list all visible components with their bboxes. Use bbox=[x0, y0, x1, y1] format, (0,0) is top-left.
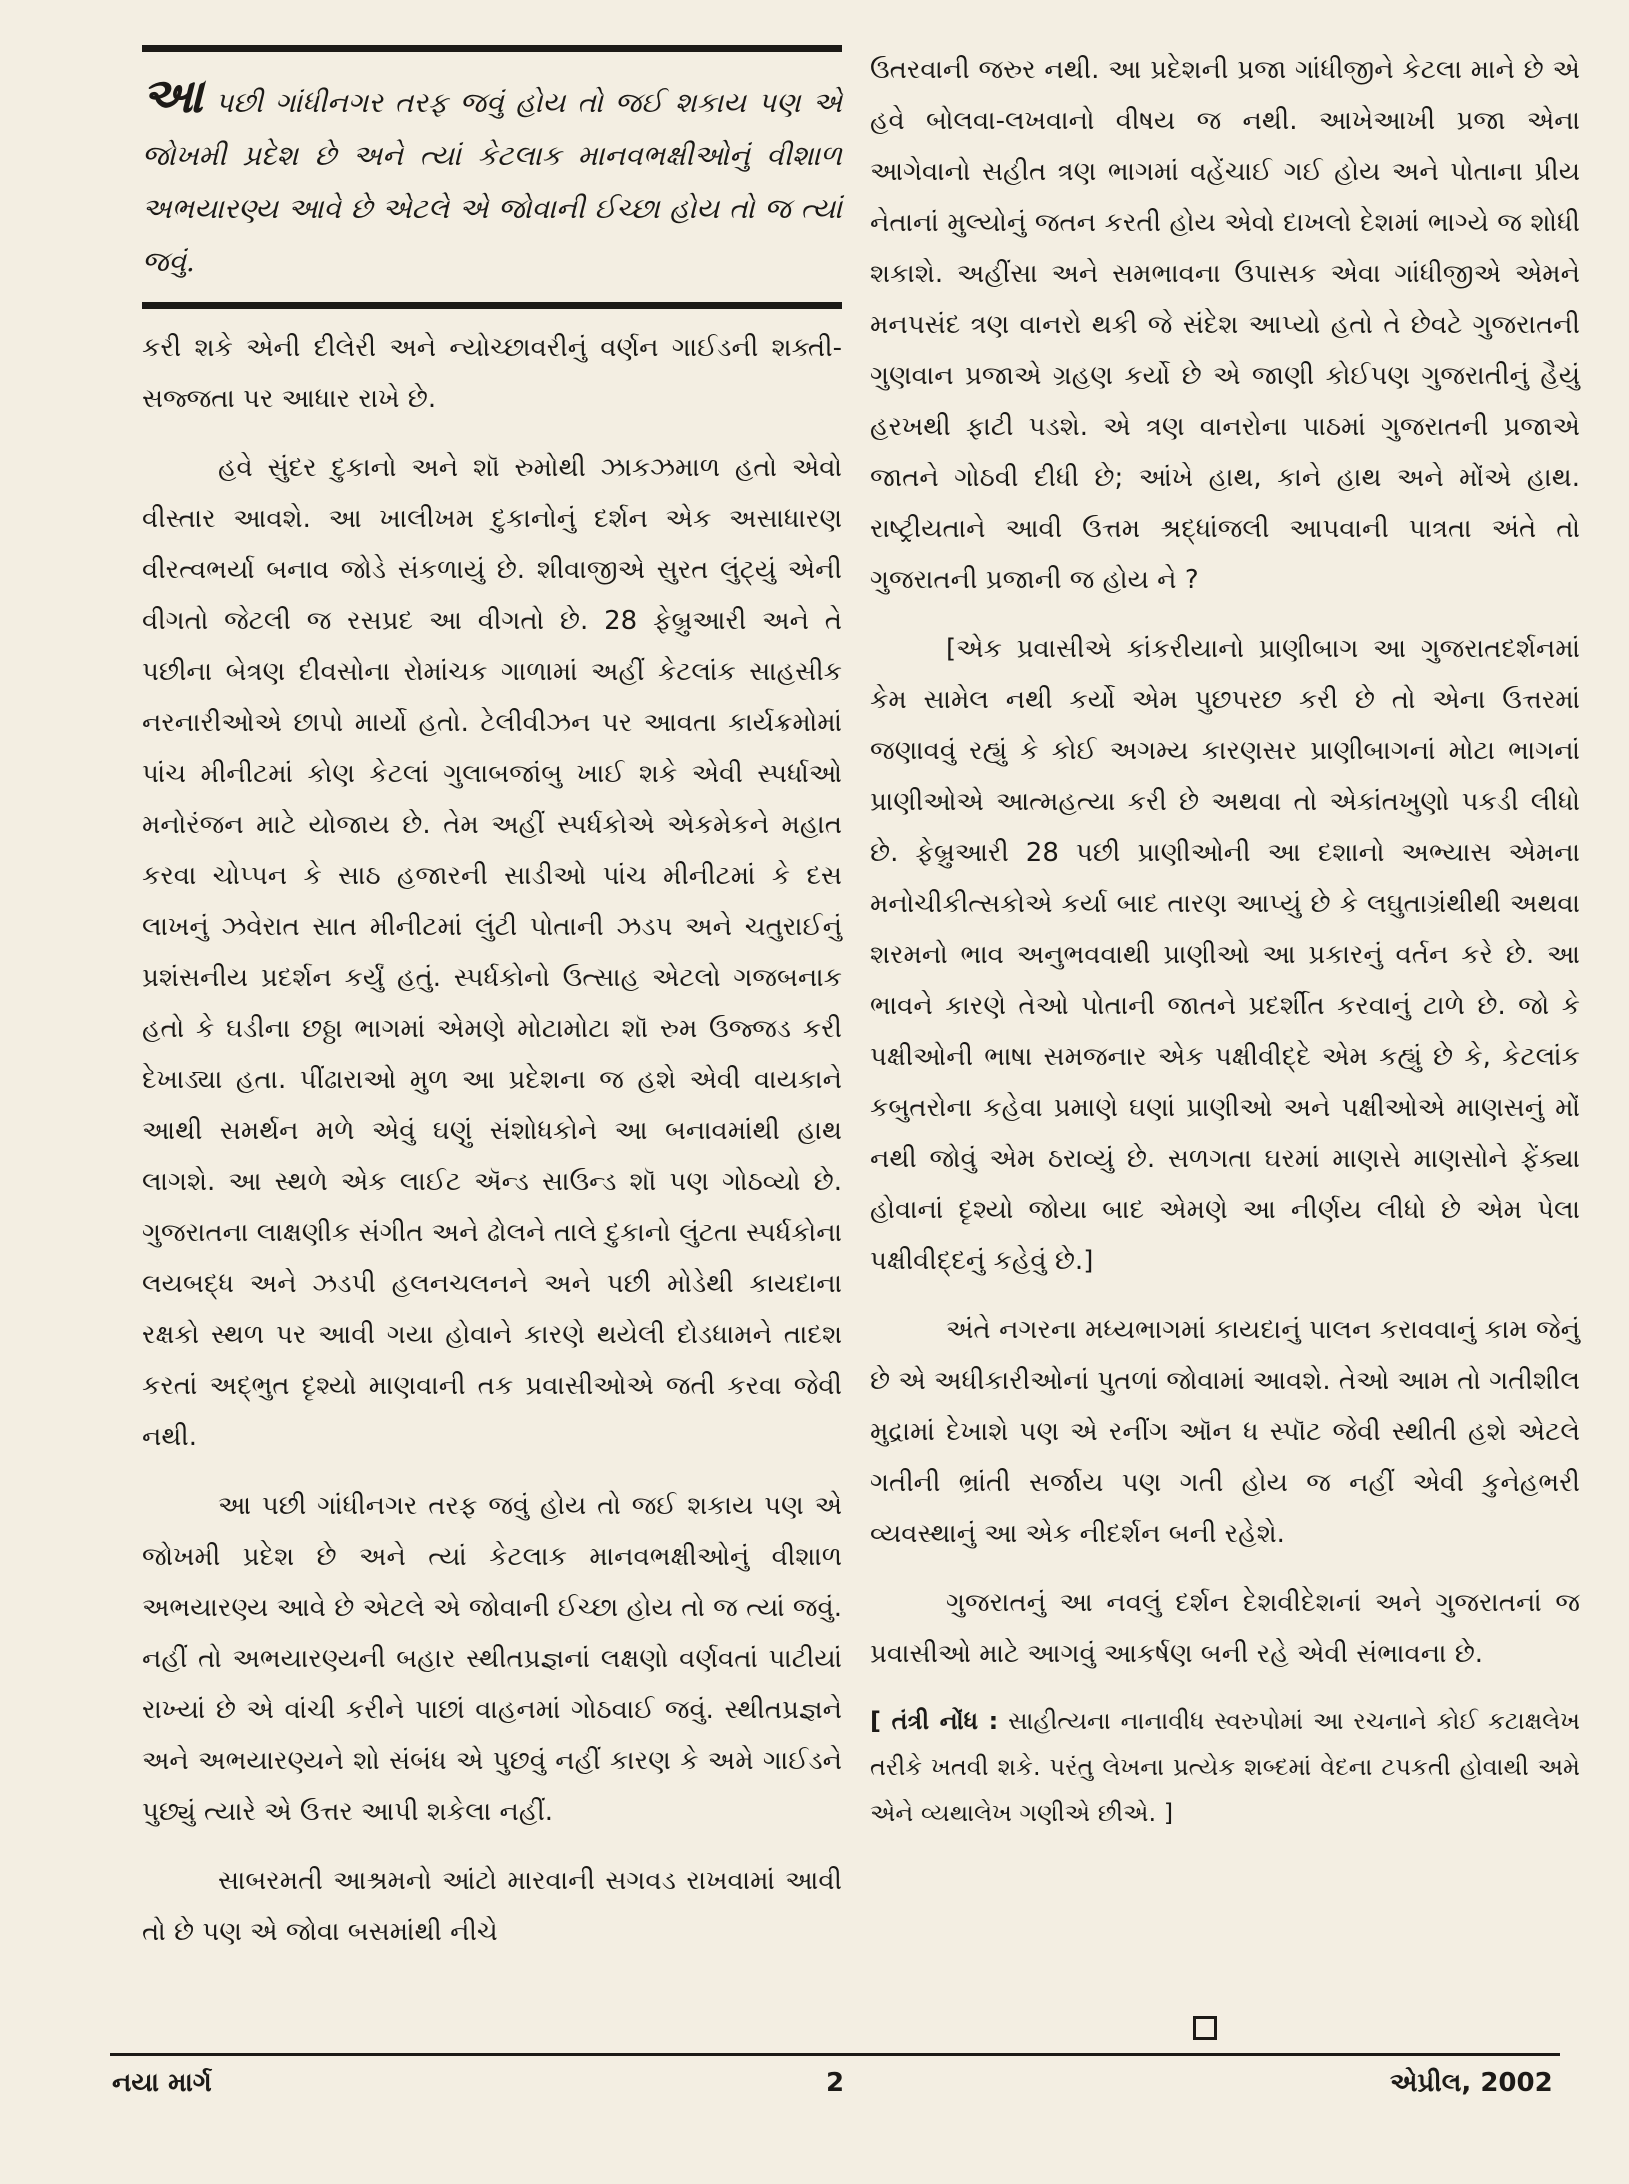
paragraph: સાબરમતી આશ્રમનો આંટો મારવાની સગવડ રાખવામાં આવી તો છે પણ એ જોવા બસમાંથી નીચે bbox=[142, 1866, 842, 1947]
editor-note bbox=[870, 1698, 1580, 1836]
footer-magazine-name: નયા માર્ગ bbox=[112, 2068, 212, 2098]
end-of-article-square-icon bbox=[1193, 2016, 1217, 2040]
pull-quote-dropcap: આ bbox=[142, 68, 204, 124]
paragraph: હવે સુંદર દુકાનો અને શૉ રુમોથી ઝાકઝમાળ હતો એવો વીસ્તાર આવશે. આ ખાલીખમ દુકાનોનું દર્શન એક અસાધારણ વીરત્વભર્યા બનાવ જોડે સંકળાયું છે. શીવાજીએ સુરત લુંટ્યું એની વીગતો જેટલી જ રસપ્રદ આ વીગતો છે. 28 ફેબ્રુઆરી અને તે પછીના બેત્રણ દીવસોના રોમાંચક ગાળામાં અહીં કેટલાંક સાહસીક નરનારીઓએ છાપો માર્યો હતો. ટેલીવીઝન પર આવતા કાર્યક્રમોમાં પાંચ મીનીટમાં કોણ કેટલાં ગુલાબજાંબુ ખાઈ શકે એવી સ્પર્ધાઓ મનોરંજન માટે યોજાય છે. તેમ અહીં સ્પર્ધકોએ એકમેકને મહાત કરવા ચોપ્પન કે સાઠ હજારની સાડીઓ પાંચ મીનીટમાં કે દસ લાખનું ઝવેરાત સાત મીનીટમાં લુંટી પોતાની ઝડપ અને ચતુરાઈનું પ્રશંસનીય પ્રદર્શન કર્યું હતું. સ્પર્ધકોનો ઉત્સાહ એટલો ગજબનાક હતો કે ઘડીના છઠ્ઠા ભાગમાં એમણે મોટામોટા શૉ રુમ ઉજ્જડ કરી દેખાડ્યા હતા. પીંઢારાઓ મુળ આ પ્રદેશના જ હશે એવી વાયકાને આથી સમર્થન મળે એવું ઘણું સંશોધકોને આ બનાવમાંથી હાથ લાગશે. આ સ્થળે એક લાઈટ ઍન્ડ સાઉન્ડ શૉ પણ ગોઠવ્યો છે. ગુજરાતના લાક્ષણીક સંગીત અને ઢોલને તાલે દુકાનો લુંટતા સ્પર્ધકોના લયબદ્ધ અને ઝડપી હલનચલનને અને પછી મોડેથી કાયદાના રક્ષકો સ્થળ પર આવી ગયા હોવાને કારણે થયેલી દોડધામને તાદશ કરતાં અદ્ભુત દૃશ્યો માણવાની તક પ્રવાસીઓએ જતી કરવા જેવી નથી. bbox=[142, 453, 842, 1452]
editor-note-text: સાહીત્યના નાનાવીધ સ્વરુપોમાં આ રચનાને કોઈ કટાક્ષલેખ તરીકે ખતવી શકે. પરંતુ લેખના પ્રત્યેક શબ્દમાં વેદના ટપકતી હોવાથી અમે એને વ્યથાલેખ ગણીએ છીએ. ] bbox=[870, 1707, 1580, 1827]
pull-quote-text: પછી ગાંધીનગર તરફ જવું હોય તો જઈ શકાય પણ એ જોખમી પ્રદેશ છે અને ત્યાં કેટલાક માનવભક્ષીઓનું વીશાળ અભયારણ્ય આવે છે એટલે એ જોવાની ઈચ્છા હોય તો જ ત્યાં જવું. bbox=[142, 86, 842, 278]
paragraph: અંતે નગરના મધ્યભાગમાં કાયદાનું પાલન કરાવવાનું કામ જેનું છે એ અધીકારીઓનાં પુતળાં જોવામાં આવશે. તેઓ આમ તો ગતીશીલ મુદ્રામાં દેખાશે પણ એ રનીંગ ઑન ધ સ્પૉટ જેવી સ્થીતી હશે એટલે ગતીની ભ્રાંતી સર્જાય પણ ગતી હોય જ નહીં એવી કુનેહભરી વ્યવસ્થાનું આ એક નીદર્શન બની રહેશે. bbox=[870, 1315, 1580, 1549]
page-number: 2 bbox=[826, 2068, 845, 2098]
pull-quote bbox=[142, 45, 842, 309]
footer-divider bbox=[110, 2053, 1560, 2056]
footer-date: એપ્રીલ, 2002 bbox=[1390, 2068, 1553, 2098]
editor-note-label: [ તંત્રી નોંધ : bbox=[870, 1707, 999, 1735]
left-column bbox=[142, 45, 842, 1976]
paragraph: આ પછી ગાંધીનગર તરફ જવું હોય તો જઈ શકાય પણ એ જોખમી પ્રદેશ છે અને ત્યાં કેટલાક માનવભક્ષીઓનું વીશાળ અભયારણ્ય આવે છે એટલે એ જોવાની ઈચ્છા હોય તો જ ત્યાં જવું. નહીં તો અભયારણ્યની બહાર સ્થીતપ્રજ્ઞનાં લક્ષણો વર્ણવતાં પાટીયાં રાખ્યાં છે એ વાંચી કરીને પાછાં વાહનમાં ગોઠવાઈ જવું. સ્થીતપ્રજ્ઞને અને અભયારણ્યને શો સંબંધ એ પુછવું નહીં કારણ કે અમે ગાઈડને પુછ્યું ત્યારે એ ઉત્તર આપી શકેલા નહીં. bbox=[142, 1491, 842, 1827]
paragraph: ઉતરવાની જરુર નથી. આ પ્રદેશની પ્રજા ગાંધીજીને કેટલા માને છે એ હવે બોલવા-લખવાનો વીષય જ નથી. આખેઆખી પ્રજા એના આગેવાનો સહીત ત્રણ ભાગમાં વહેંચાઈ ગઈ હોય અને પોતાના પ્રીય નેતાનાં મુલ્યોનું જતન કરતી હોય એવો દાખલો દેશમાં ભાગ્યે જ શોધી શકાશે. અહીંસા અને સમભાવના ઉપાસક એવા ગાંધીજીએ એમને મનપસંદ ત્રણ વાનરો થકી જે સંદેશ આપ્યો હતો તે છેવટે ગુજરાતની ગુણવાન પ્રજાએ ગ્રહણ કર્યો છે એ જાણી કોઈપણ ગુજરાતીનું હૈયું હરખથી ફાટી પડશે. એ ત્રણ વાનરોના પાઠમાં ગુજરાતની પ્રજાએ જાતને ગોઠવી દીધી છે; આંખે હાથ, કાને હાથ અને મોંએ હાથ. રાષ્ટ્રીયતાને આવી ઉત્તમ શ્રદ્ધાંજલી આપવાની પાત્રતા અંતે તો ગુજરાતની પ્રજાની જ હોય ને ? bbox=[870, 55, 1580, 595]
paragraph: કરી શકે એની દીલેરી અને ન્યોચ્છાવરીનું વર્ણન ગાઈડની શક્તી-સજ્જતા પર આધાર રાખે છે. bbox=[142, 333, 842, 414]
bracketed-paragraph: [એક પ્રવાસીએ કાંકરીયાનો પ્રાણીબાગ આ ગુજરાતદર્શનમાં કેમ સામેલ નથી કર્યો એમ પુછપરછ કરી છે તો એના ઉત્તરમાં જણાવવું રહ્યું કે કોઈ અગમ્ય કારણસર પ્રાણીબાગનાં મોટા ભાગનાં પ્રાણીઓએ આત્મહત્યા કરી છે અથવા તો એકાંતખુણો પકડી લીધો છે. ફેબ્રુઆરી 28 પછી પ્રાણીઓની આ દશાનો અભ્યાસ એમના મનોચીકીત્સકોએ કર્યા બાદ તારણ આપ્યું છે કે લઘુતાગ્રંથીથી અથવા શરમનો ભાવ અનુભવવાથી પ્રાણીઓ આ પ્રકારનું વર્તન કરે છે. આ ભાવને કારણે તેઓ પોતાની જાતને પ્રદર્શીત કરવાનું ટાળે છે. જો કે પક્ષીઓની ભાષા સમજનાર એક પક્ષીવીદ્દે એમ કહ્યું છે કે, કેટલાંક કબુતરોના કહેવા પ્રમાણે ઘણાં પ્રાણીઓ અને પક્ષીઓએ માણસનું મોં નથી જોવું એમ ઠરાવ્યું છે. સળગતા ઘરમાં માણસે માણસોને ફેંક્યા હોવાનાં દૃશ્યો જોયા બાદ એમણે આ નીર્ણય લીધો છે એમ પેલા પક્ષીવીદ્દનું કહેવું છે.] bbox=[870, 634, 1580, 1276]
right-column bbox=[870, 45, 1580, 1836]
paragraph: ગુજરાતનું આ નવલું દર્શન દેશવીદેશનાં અને ગુજરાતનાં જ પ્રવાસીઓ માટે આગવું આકર્ષણ બની રહે એવી સંભાવના છે. bbox=[870, 1588, 1580, 1669]
